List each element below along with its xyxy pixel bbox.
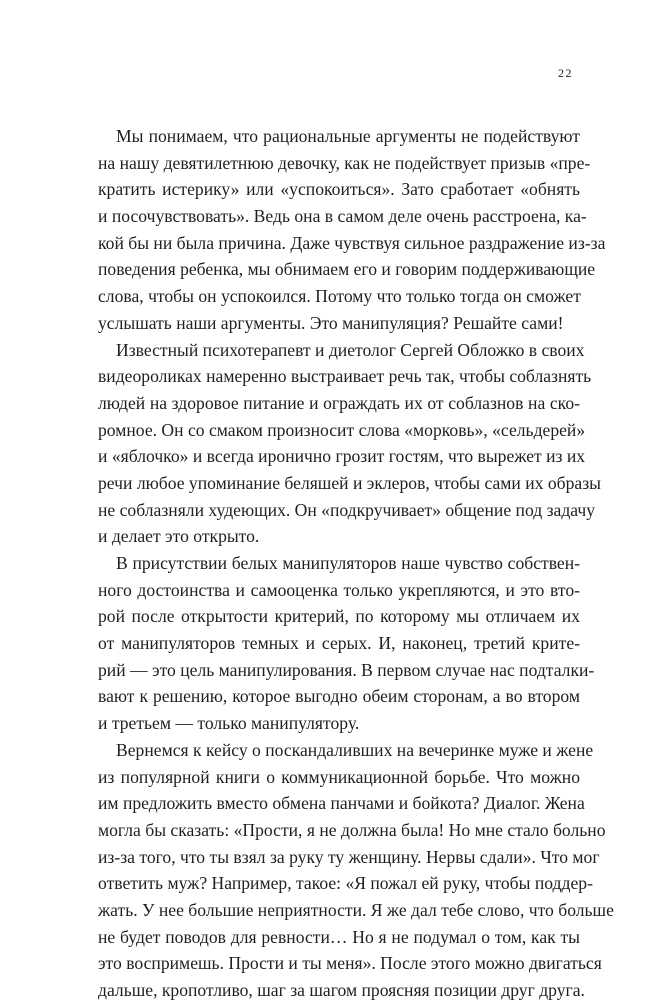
text-line: и «яблочко» и всегда иронично грозит гостям, что вырежет из их (98, 446, 586, 467)
text-line: рий — это цель манипулирования. В первом случае нас подталки- (98, 659, 595, 680)
page-number: 22 (558, 66, 573, 80)
text-line: Вернемся к кейсу о поскандаливших на вечеринке муже и жене (116, 739, 594, 760)
text-line: видеороликах намеренно выстраивает речь так, чтобы соблазнять (98, 366, 592, 387)
text-line: слова, чтобы он успокоился. Потому что только тогда он сможет (98, 286, 581, 307)
text-line: жать. У нее большие неприятности. Я же дал тебе слово, что больше (98, 899, 614, 920)
text-line: рой после открытости критерий, по которому мы отличаем их (98, 606, 580, 627)
text-line: из популярной книги о коммуникационной борьбе. Что можно (98, 766, 580, 787)
text-line: людей на здоровое питание и ограждать их от соблазнов на ско- (98, 392, 580, 413)
text-line: дальше, кропотливо, шаг за шагом проясняя позиции друг друга. (98, 980, 585, 1000)
text-line: Известный психотерапевт и диетолог Сергей Обложко в своих (116, 339, 585, 360)
text-line: и делает это открыто. (98, 526, 260, 547)
text-line: не будет поводов для ревности… Но я не подумал о том, как ты (98, 926, 580, 947)
text-line: от манипуляторов темных и серых. И, наконец, третий крите- (98, 633, 580, 654)
text-line: на нашу девятилетнюю девочку, как не подействует призыв «пре- (98, 152, 591, 173)
text-line: ответить муж? Например, такое: «Я пожал ей руку, чтобы поддер- (98, 873, 593, 894)
text-line: кратить истерику» или «успокоиться». Зато сработает «обнять (98, 179, 580, 200)
text-line: вают к решению, которое выгодно обеим сторонам, а во втором (98, 686, 580, 707)
text-line: ного достоинства и самооценка только укрепляются, и это вто- (98, 579, 580, 600)
text-line: Мы понимаем, что рациональные аргументы не подействуют (116, 126, 580, 146)
text-line: услышать наши аргументы. Это манипуляция? Решайте сами! (98, 312, 564, 333)
text-line: это воспримешь. Прости и ты меня». После этого можно двигаться (98, 953, 602, 974)
text-line: поведения ребенка, мы обнимаем его и говорим поддерживающие (98, 259, 596, 280)
text-line: ромное. Он со смаком произносит слова «морковь», «сельдерей» (98, 419, 586, 440)
text-line: не соблазняли худеющих. Он «подкручивает» общение под задачу (98, 499, 596, 520)
text-line: им предложить вместо обмена панчами и бойкота? Диалог. Жена (98, 793, 585, 814)
text-line: и посочувствовать». Ведь она в самом деле очень расстроена, ка- (98, 206, 587, 227)
text-line: и третьем — только манипулятору. (98, 713, 360, 734)
text-line: речи любое упоминание беляшей и эклеров, чтобы сами их образы (98, 472, 601, 493)
body-text (98, 123, 614, 1004)
text-line: В присутствии белых манипуляторов наше чувство собствен- (116, 553, 580, 573)
text-line: кой бы ни была причина. Даже чувствуя сильное раздражение из-за (98, 232, 606, 253)
text-line: могла бы сказать: «Прости, я не должна была! Но мне стало больно (98, 819, 606, 840)
text-line: из-за того, что ты взял за руку ту женщину. Нервы сдали». Что мог (98, 846, 600, 867)
